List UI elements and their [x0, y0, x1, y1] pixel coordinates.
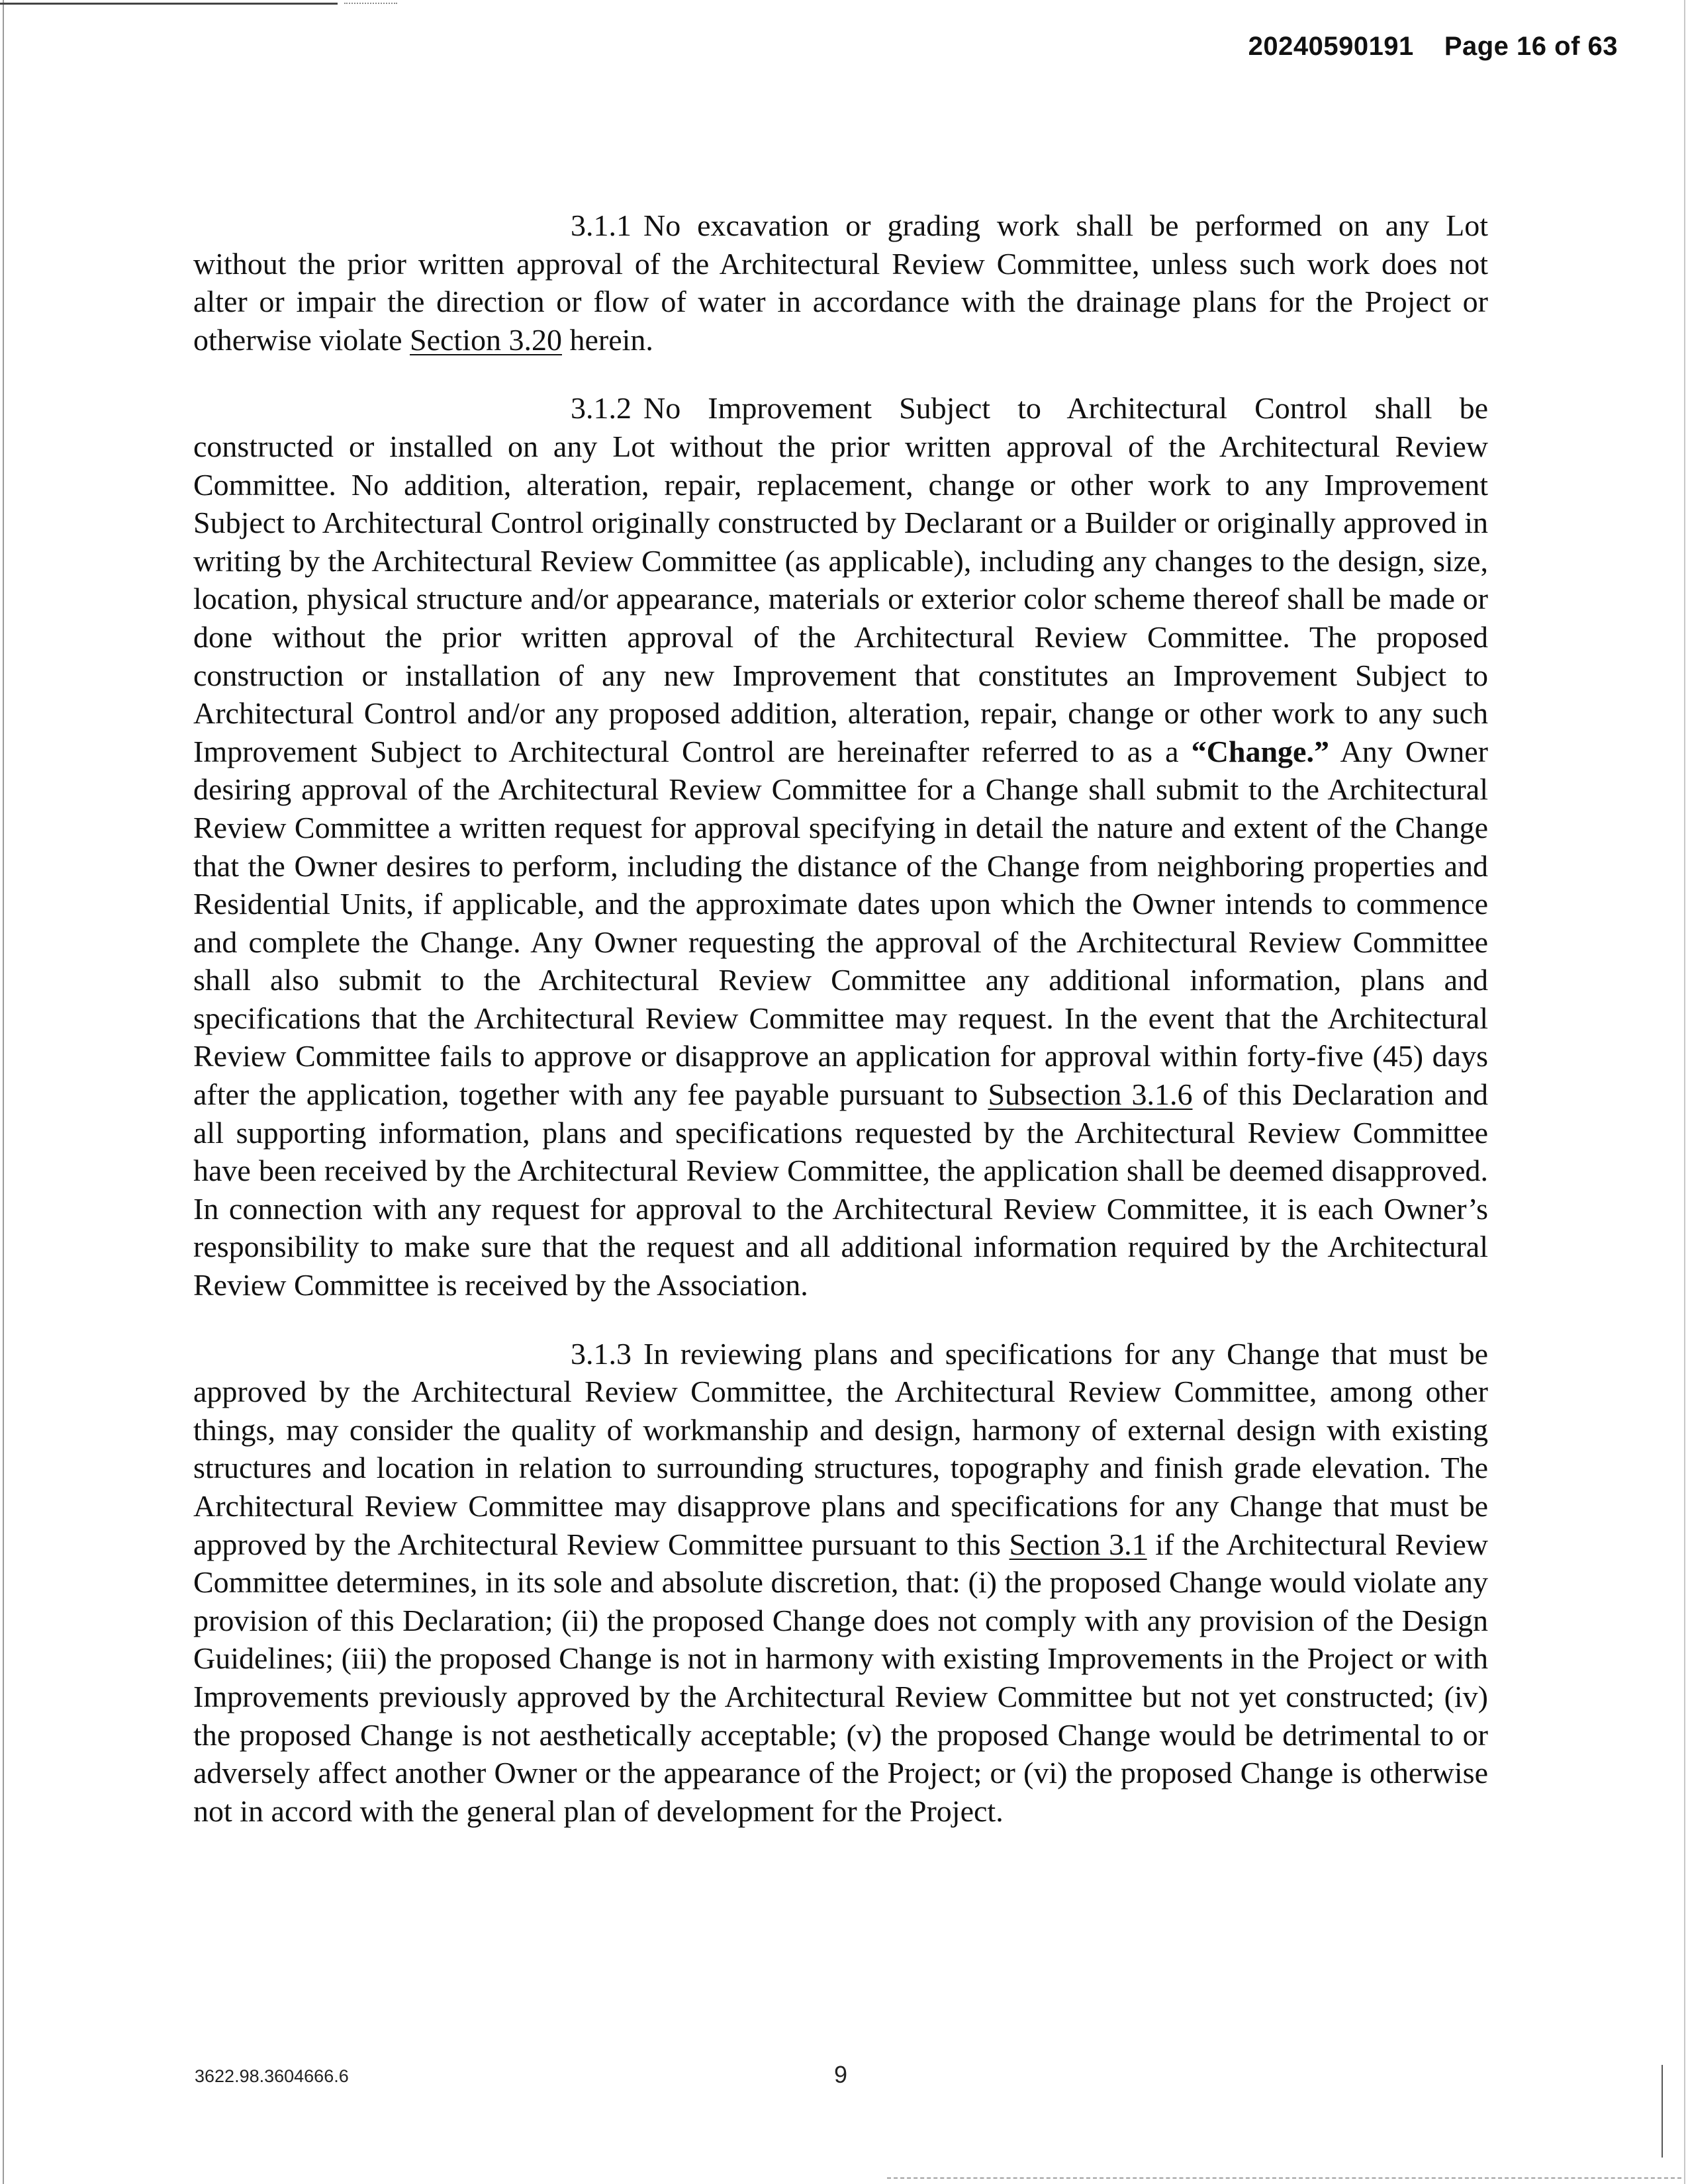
recording-number: 20240590191: [1248, 32, 1414, 61]
page-edge-right: [1684, 0, 1685, 2184]
bottom-scan-rule: [887, 2177, 1681, 2180]
section-number: 3.1.3: [571, 1336, 632, 1371]
footer-page-number: 9: [834, 2061, 848, 2088]
cross-reference-link[interactable]: Section 3.1: [1009, 1527, 1147, 1561]
bottom-scan-mark: [1662, 2065, 1663, 2158]
section-number: 3.1.2: [571, 391, 632, 426]
section-text: No Improvement Subject to Architectural Control shall be constructed or installed on any Lot without the prior written approval of the Architectural Review Committee. No addition, alteration, repair, replacement, change or other work to any Improvement Subject to Architectural Control originally constructed by Declarant or a Builder or originally approved in writing by the Architectural Review Committee (as applicable), including any changes to the design, size, location, physical structure and/or appearance, materials or exterior color scheme thereof shall be made or done without the prior written approval of the Architectural Review Committee. The proposed construction or installation of any new Improvement that constitutes an Improvement Subject to Architectural Control and/or any proposed addition, alteration, repair, change or other work to any such Improvement Subject to Architectural Control are hereinafter referred to as a: [193, 391, 1488, 768]
section-text: Any Owner desiring approval of the Architectural Review Committee for a Change shall submit to the Architectural Review Committee a written request for approval specifying in detail the nature and extent of the Change that the Owner desires to perform, including the distance of the Change from neighboring properties and Residential Units, if applicable, and the approximate dates upon which the Owner intends to commence and complete the Change. Any Owner requesting the approval of the Architectural Review Committee shall also submit to the Architectural Review Committee any additional information, plans and specifications that the Architectural Review Committee may request. In the event that the Architectural Review Committee fails to approve or disapprove an application for approval within forty-five (45) days after the application, together with any fee payable pursuant to: [193, 734, 1488, 1112]
section-text: herein.: [562, 322, 653, 357]
section-3-1-3: [193, 1335, 1488, 1831]
recording-stamp: [1248, 32, 1618, 62]
page-edge-left: [3, 0, 4, 2184]
section-3-1-1: [193, 206, 1488, 359]
cross-reference-link[interactable]: Section 3.20: [410, 322, 562, 357]
top-scan-dash: [344, 3, 397, 5]
section-text: of this Declaration and all supporting information, plans and specifications requested by the Architectural Review Committee have been received by the Architectural Review Committee, the application shall be deemed disapproved. In connection with any request for approval to the Architectural Review Committee, it is each Owner’s responsibility to make sure that the request and all additional information required by the Architectural Review Committee is received by the Association.: [193, 1077, 1488, 1302]
section-text: In reviewing plans and specifications for any Change that must be approved by the Architectural Review Committee, the Architectural Review Committee, among other things, may consider the quality of workmanship and design, harmony of external design with existing structures and location in relation to surrounding structures, topography and finish grade elevation. The Architectural Review Committee may disapprove plans and specifications for any Change that must be approved by the Architectural Review Committee pursuant to this: [193, 1336, 1488, 1561]
page-count-label: Page 16 of 63: [1444, 32, 1618, 61]
footer-document-code: 3622.98.3604666.6: [195, 2066, 349, 2086]
section-text: if the Architectural Review Committee determines, in its sole and absolute discretion, that: (i) the proposed Change would violate any provision of this Declaration; (ii) the proposed Change does not comply with any provision of the Design Guidelines; (iii) the proposed Change is not in harmony with existing Improvements in the Project or with Improvements previously approved by the Architectural Review Committee but not yet constructed; (iv) the proposed Change is not aesthetically acceptable; (v) the proposed Change would be detrimental to or adversely affect another Owner or the appearance of the Project; or (vi) the proposed Change is otherwise not in accord with the general plan of development for the Project.: [193, 1527, 1488, 1828]
defined-term-change: “Change.”: [1191, 734, 1329, 768]
top-scan-rule: [0, 3, 338, 5]
section-text: No excavation or grading work shall be performed on any Lot without the prior written approval of the Architectural Review Committee, unless such work does not alter or impair the direction or flow of water in accordance with the drainage plans for the Project or otherwise violate: [193, 208, 1488, 357]
section-number: 3.1.1: [571, 208, 632, 242]
section-3-1-2: [193, 389, 1488, 1304]
cross-reference-link[interactable]: Subsection 3.1.6: [988, 1077, 1193, 1112]
document-body: [193, 206, 1488, 1860]
